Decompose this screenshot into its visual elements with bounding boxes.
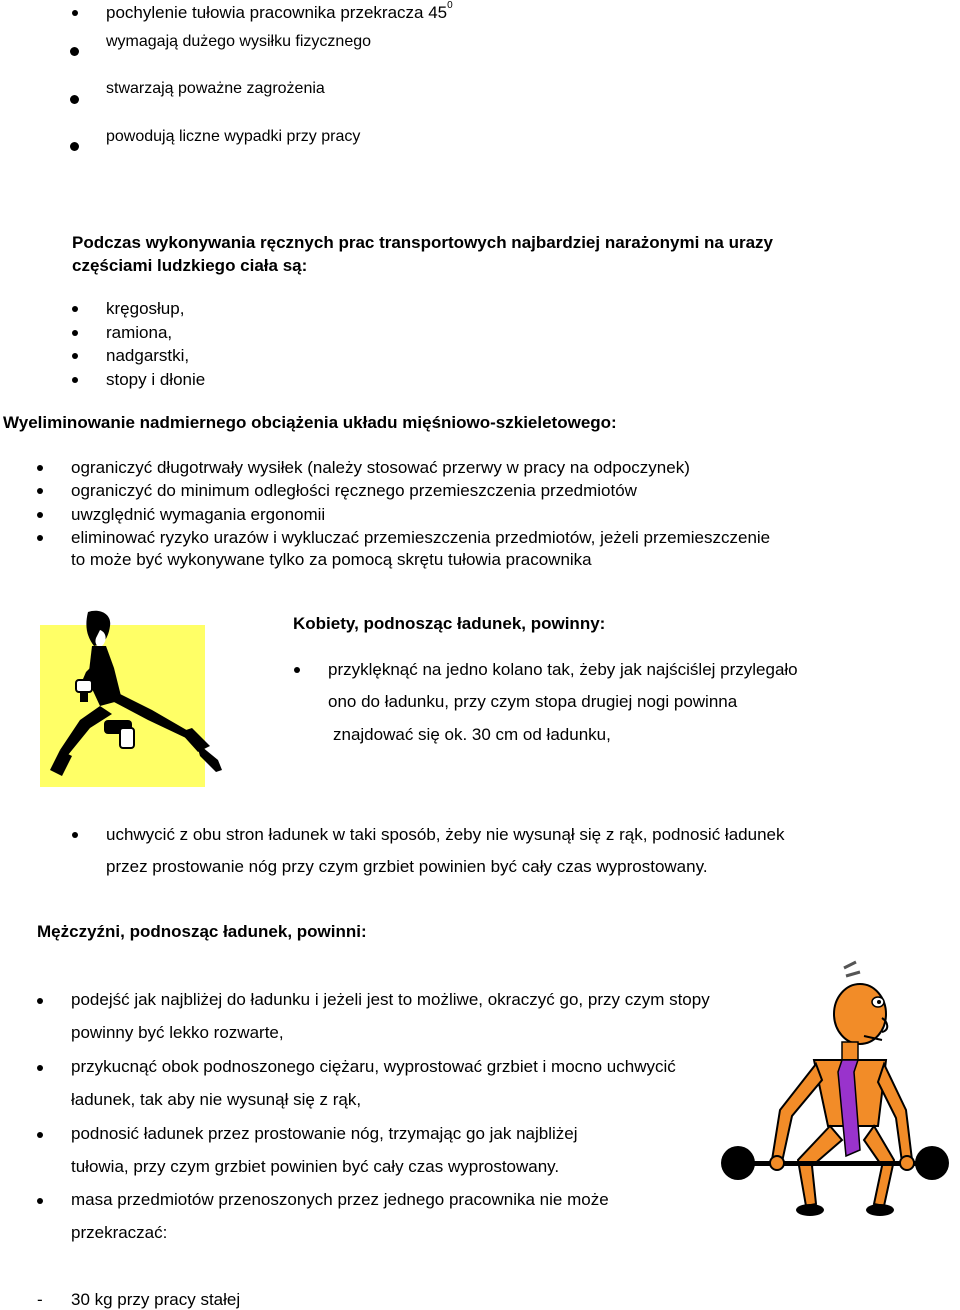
list-item-continuation: powinny być lekko rozwarte,	[71, 1023, 284, 1042]
list-item: przykucnąć obok podnoszonego ciężaru, wyprostować grzbiet i mocno uchwycić	[71, 1057, 676, 1076]
section-heading: Kobiety, podnosząc ładunek, powinny:	[293, 614, 606, 633]
bullet	[72, 10, 78, 16]
bullet	[70, 47, 79, 56]
list-item: wymagają dużego wysiłku fizycznego	[106, 33, 372, 50]
dash-marker: -	[37, 1290, 43, 1309]
superscript: 0	[447, 0, 453, 11]
list-item: uwzględnić wymagania ergonomii	[71, 505, 326, 524]
bullet	[37, 1132, 43, 1138]
list-item: nadgarstki,	[106, 346, 190, 365]
bullet	[72, 832, 78, 838]
weightlifter-man-illustration	[718, 960, 950, 1220]
list-item-continuation: ładunek, tak aby nie wysunął się z rąk,	[71, 1090, 362, 1109]
list-item: ograniczyć długotrwały wysiłek (należy stosować przerwy w pracy na odpoczynek)	[71, 458, 690, 477]
section-heading: Podczas wykonywania ręcznych prac transportowych najbardziej narażonymi na urazy	[72, 233, 774, 252]
dash-item: 30 kg przy pracy stałej	[71, 1290, 241, 1309]
list-item-continuation: przez prostowanie nóg przy czym grzbiet powinien być cały czas wyprostowany.	[106, 857, 708, 876]
section-heading: Wyeliminowanie nadmiernego obciążenia układu mięśniowo-szkieletowego:	[3, 413, 617, 432]
list-item-continuation: znajdować się ok. 30 cm od ładunku,	[333, 725, 611, 744]
bullet	[70, 142, 79, 151]
bullet	[72, 306, 78, 312]
kneeling-woman-illustration	[40, 610, 225, 790]
list-item: podejść jak najbliżej do ładunku i jeżeli jest to możliwe, okraczyć go, przy czym stopy	[71, 990, 710, 1009]
bullet	[72, 330, 78, 336]
bullet	[37, 488, 43, 494]
bullet	[294, 667, 300, 673]
list-item: ramiona,	[106, 323, 173, 342]
section-heading: Mężczyźni, podnosząc ładunek, powinni:	[37, 922, 367, 941]
list-item: ograniczyć do minimum odległości ręcznego przemieszczenia przedmiotów	[71, 481, 637, 500]
bullet	[37, 1065, 43, 1071]
section-heading: częściami ludzkiego ciała są:	[72, 256, 308, 275]
list-item: pochylenie tułowia pracownika przekracza $45^0$	[106, 0, 453, 22]
bullet	[37, 535, 43, 541]
list-item: kręgosłup,	[106, 299, 185, 318]
bullet	[37, 1198, 43, 1204]
list-item-continuation: tułowia, przy czym grzbiet powinien być cały czas wyprostowany.	[71, 1157, 560, 1176]
bullet	[72, 353, 78, 359]
bullet	[72, 377, 78, 383]
bullet	[37, 465, 43, 471]
bullet	[70, 95, 79, 104]
list-item: masa przedmiotów przenoszonych przez jednego pracownika nie może	[71, 1190, 609, 1209]
list-item: uchwycić z obu stron ładunek w taki sposób, żeby nie wysunął się z rąk, podnosić ładunek	[106, 825, 785, 844]
list-item-continuation: ono do ładunku, przy czym stopa drugiej nogi powinna	[328, 692, 738, 711]
list-item-continuation: przekraczać:	[71, 1223, 168, 1242]
list-item: stopy i dłonie	[106, 370, 206, 389]
list-item: stwarzają poważne zagrożenia	[106, 80, 325, 97]
bullet	[37, 512, 43, 518]
bullet	[37, 998, 43, 1004]
list-item: eliminować ryzyko urazów i wykluczać przemieszczenia przedmiotów, jeżeli przemieszczenie	[71, 528, 771, 547]
list-item: powodują liczne wypadki przy pracy	[106, 128, 361, 145]
list-item-continuation: to może być wykonywane tylko za pomocą skrętu tułowia pracownika	[71, 550, 592, 569]
list-item: przyklęknąć na jedno kolano tak, żeby jak najściślej przylegało	[328, 660, 798, 679]
list-item: podnosić ładunek przez prostowanie nóg, trzymając go jak najbliżej	[71, 1124, 578, 1143]
